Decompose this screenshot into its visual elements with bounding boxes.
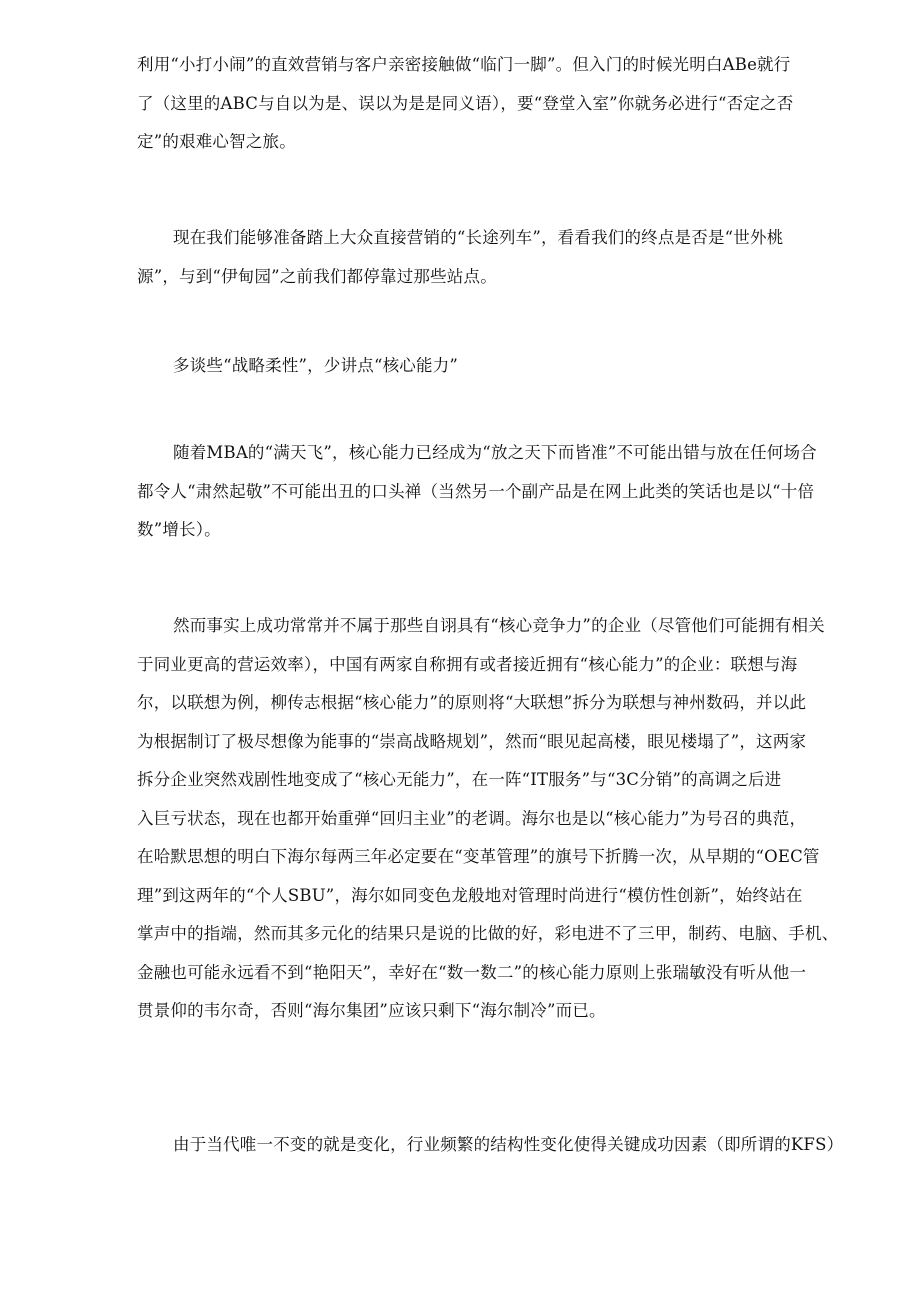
text-line: 尔，以联想为例，柳传志根据“核心能力”的原则将“大联想”拆分为联想与神州数码，并以此 <box>137 693 807 712</box>
paragraph-5 <box>137 1126 862 1165</box>
text-line: 源”，与到“伊甸园”之前我们都停靠过那些站点。 <box>137 266 497 286</box>
text-line: 定”的艰难心智之旅。 <box>137 132 296 151</box>
text-line: 数”增长）。 <box>137 520 221 539</box>
section-heading <box>137 347 862 386</box>
text-line: 拆分企业突然戏剧性地变成了“核心无能力”，在一阵“IT服务”与“3C分销”的高调之后进 <box>137 770 782 789</box>
text-line: 都令人“肃然起敬”不可能出丑的口头禅（当然另一个副产品是在网上此类的笑话也是以“十倍 <box>137 481 815 501</box>
text-line: 入巨亏状态，现在也都开始重弹“回归主业”的老调。海尔也是以“核心能力”为号召的典范， <box>137 808 807 828</box>
text-line: 多谈些“战略柔性”，少讲点“核心能力” <box>173 356 459 375</box>
paragraph-2 <box>137 219 862 296</box>
text-line: 于同业更高的营运效率），中国有两家自称拥有或者接近拥有“核心能力”的企业：联想与海 <box>137 654 798 674</box>
text-line: 了（这里的ABC与自以为是、误以为是是同义语），要“登堂入室”你就务必进行“否定之否 <box>137 93 794 113</box>
text-line: 理”到这两年的“个人SBU”，海尔如同变色龙般地对管理时尚进行“模仿性创新”，始终站在 <box>137 885 803 905</box>
paragraph-3 <box>137 434 862 550</box>
paragraph-1 <box>137 46 862 162</box>
text-line: 为根据制订了极尽想像为能事的“崇高战略规划”，然而“眼见起高楼，眼见楼塌了”，这两家 <box>137 731 807 751</box>
text-line: 掌声中的指端，然而其多元化的结果只是说的比做的好，彩电进不了三甲，制药、电脑、手机、 <box>137 924 839 943</box>
text-line: 利用“小打小闹”的直效营销与客户亲密接触做“临门一脚”。但入门的时候光明白ABe就行 <box>137 55 791 74</box>
text-line: 然而事实上成功常常并不属于那些自诩具有“核心竞争力”的企业（尽管他们可能拥有相关 <box>173 616 825 635</box>
text-line: 贯景仰的韦尔奇，否则“海尔集团”应该只剩下“海尔制冷”而已。 <box>137 1001 606 1020</box>
text-line: 金融也可能永远看不到“艳阳天”，幸好在“数一数二”的核心能力原则上张瑞敏没有听从他一 <box>137 962 807 982</box>
text-line: 由于当代唯一不变的就是变化，行业频繁的结构性变化使得关键成功因素（即所谓的KFS） <box>173 1135 844 1154</box>
text-line: 现在我们能够准备踏上大众直接营销的“长途列车”，看看我们的终点是否是“世外桃 <box>173 228 784 247</box>
text-line: 随着MBA的“满天飞”，核心能力已经成为“放之天下而皆准”不可能出错与放在任何场合 <box>173 443 817 462</box>
text-line: 在哈默思想的明白下海尔每两三年必定要在“变革管理”的旗号下折腾一次，从早期的“OEC管 <box>137 847 820 866</box>
paragraph-4 <box>137 607 862 1031</box>
